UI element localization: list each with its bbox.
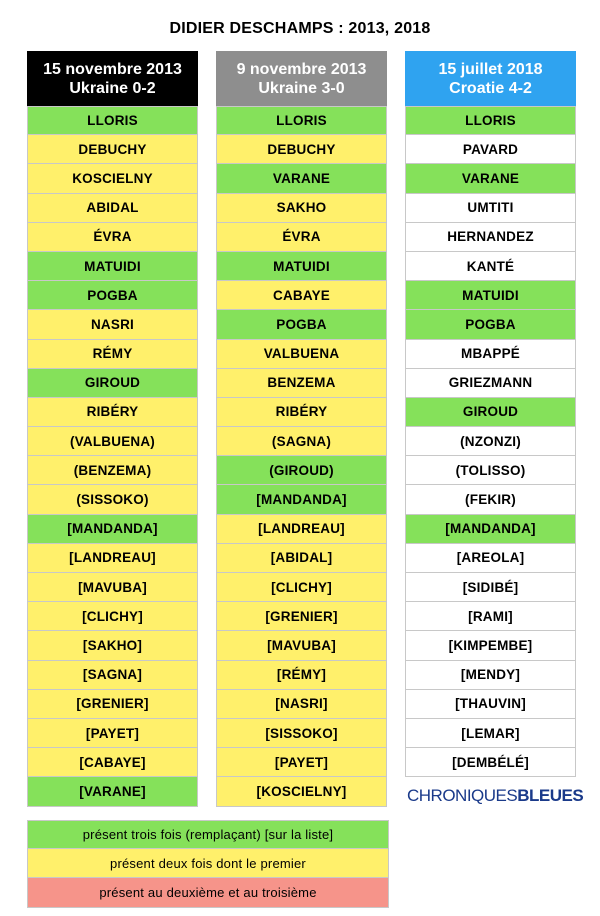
player-row: [SAGNA] <box>28 661 197 690</box>
player-row: LLORIS <box>28 106 197 135</box>
player-row: [MAVUBA] <box>28 573 197 602</box>
player-row: VARANE <box>406 164 575 193</box>
player-row: [LANDREAU] <box>28 544 197 573</box>
player-row: POGBA <box>406 310 575 339</box>
header-match: Croatie 4-2 <box>449 79 532 97</box>
player-row: [KOSCIELNY] <box>217 777 386 806</box>
player-row: MATUIDI <box>28 252 197 281</box>
player-row: LLORIS <box>406 106 575 135</box>
legend-item-red: présent au deuxième et au troisième <box>27 878 389 907</box>
player-row: POGBA <box>217 310 386 339</box>
player-list <box>405 106 576 777</box>
header-date: 9 novembre 2013 <box>236 60 367 78</box>
player-row: [SIDIBÉ] <box>406 573 575 602</box>
column-header <box>27 51 198 106</box>
player-row: ÉVRA <box>28 223 197 252</box>
header-match: Ukraine 3-0 <box>258 79 345 97</box>
player-row: BENZEMA <box>217 369 386 398</box>
player-row: [ABIDAL] <box>217 544 386 573</box>
player-row: (BENZEMA) <box>28 456 197 485</box>
player-row: NASRI <box>28 310 197 339</box>
player-row: GRIEZMANN <box>406 369 575 398</box>
legend <box>27 820 389 908</box>
legend-item-green: présent trois fois (remplaçant) [sur la liste] <box>27 820 389 849</box>
player-row: KANTÉ <box>406 252 575 281</box>
player-row: UMTITI <box>406 194 575 223</box>
player-row: (VALBUENA) <box>28 427 197 456</box>
player-row: MATUIDI <box>217 252 386 281</box>
player-row: [SAKHO] <box>28 631 197 660</box>
player-row: [MANDANDA] <box>406 515 575 544</box>
player-row: DEBUCHY <box>217 135 386 164</box>
chroniques-bleues-logo <box>407 785 584 807</box>
player-row: (TOLISSO) <box>406 456 575 485</box>
player-row: [LEMAR] <box>406 719 575 748</box>
player-list <box>27 106 198 807</box>
player-row: SAKHO <box>217 194 386 223</box>
player-row: RIBÉRY <box>217 398 386 427</box>
player-row: [PAYET] <box>28 719 197 748</box>
player-row: [RÉMY] <box>217 661 386 690</box>
player-row: [MANDANDA] <box>28 515 197 544</box>
player-row: [CLICHY] <box>28 602 197 631</box>
header-date: 15 novembre 2013 <box>43 60 182 78</box>
player-row: LLORIS <box>217 106 386 135</box>
player-row: [GRENIER] <box>217 602 386 631</box>
player-row: (SISSOKO) <box>28 485 197 514</box>
header-date: 15 juillet 2018 <box>438 60 543 78</box>
player-row: [CLICHY] <box>217 573 386 602</box>
player-row: RIBÉRY <box>28 398 197 427</box>
player-row: [THAUVIN] <box>406 690 575 719</box>
player-row: GIROUD <box>406 398 575 427</box>
player-row: [RAMI] <box>406 602 575 631</box>
player-row: [MAVUBA] <box>217 631 386 660</box>
player-row: [KIMPEMBE] <box>406 631 575 660</box>
player-row: (SAGNA) <box>217 427 386 456</box>
player-row: [SISSOKO] <box>217 719 386 748</box>
player-row: ABIDAL <box>28 194 197 223</box>
lineup-column-2018-jul-15 <box>405 51 576 777</box>
player-row: CABAYE <box>217 281 386 310</box>
player-row: [GRENIER] <box>28 690 197 719</box>
column-header <box>216 51 387 106</box>
logo-text-part2: BLEUES <box>517 786 584 805</box>
player-row: [MENDY] <box>406 661 575 690</box>
player-row: (FEKIR) <box>406 485 575 514</box>
lineup-column-2013-nov-15 <box>27 51 198 807</box>
player-row: GIROUD <box>28 369 197 398</box>
player-row: [NASRI] <box>217 690 386 719</box>
player-row: [AREOLA] <box>406 544 575 573</box>
player-row: PAVARD <box>406 135 575 164</box>
player-row: [LANDREAU] <box>217 515 386 544</box>
player-row: MATUIDI <box>406 281 575 310</box>
page-title: DIDIER DESCHAMPS : 2013, 2018 <box>169 20 431 37</box>
player-row: VALBUENA <box>217 340 386 369</box>
player-row: ÉVRA <box>217 223 386 252</box>
player-row: [CABAYE] <box>28 748 197 777</box>
player-row: (GIROUD) <box>217 456 386 485</box>
player-row: DEBUCHY <box>28 135 197 164</box>
player-row: HERNANDEZ <box>406 223 575 252</box>
player-row: [DEMBÉLÉ] <box>406 748 575 777</box>
player-row: VARANE <box>217 164 386 193</box>
logo-text-part1: CHRONIQUES <box>407 786 518 805</box>
player-row: [PAYET] <box>217 748 386 777</box>
player-row: [MANDANDA] <box>217 485 386 514</box>
player-list <box>216 106 387 807</box>
player-row: (NZONZI) <box>406 427 575 456</box>
lineup-column-2013-nov-9 <box>216 51 387 807</box>
player-row: [VARANE] <box>28 777 197 806</box>
player-row: POGBA <box>28 281 197 310</box>
column-header <box>405 51 576 106</box>
header-match: Ukraine 0-2 <box>69 79 156 97</box>
player-row: MBAPPÉ <box>406 340 575 369</box>
legend-item-yellow: présent deux fois dont le premier <box>27 849 389 878</box>
player-row: KOSCIELNY <box>28 164 197 193</box>
player-row: RÉMY <box>28 340 197 369</box>
